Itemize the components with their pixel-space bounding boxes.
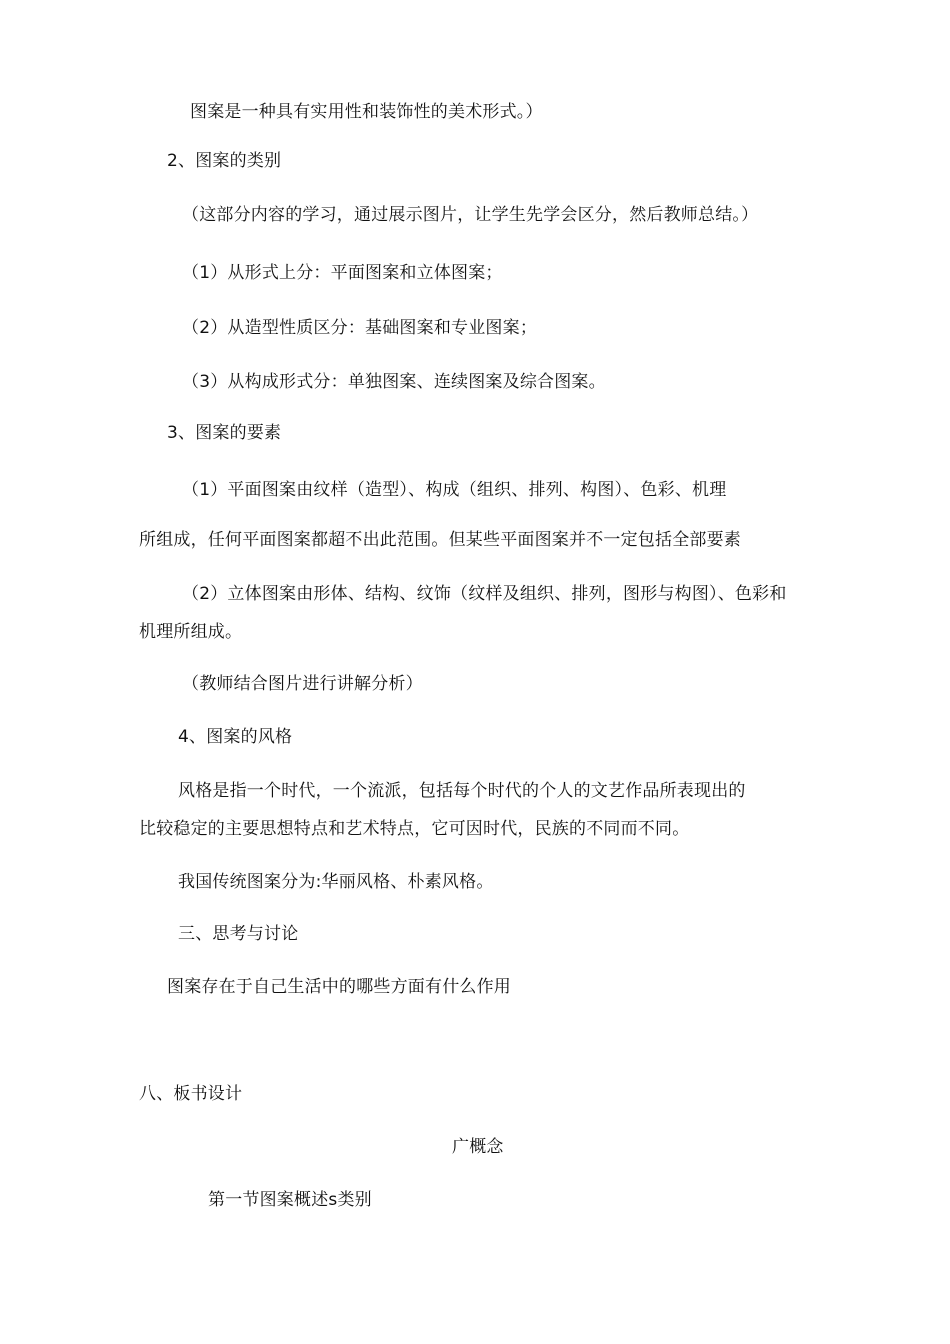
- paragraph-solid-elements: （2）立体图案由形体、结构、纹饰（纹样及组织、排列，图形与构图）、色彩和: [182, 584, 787, 604]
- heading-style: 4、图案的风格: [178, 727, 293, 747]
- paragraph-solid-elements-cont: 机理所组成。: [139, 622, 243, 642]
- paragraph-discussion: 图案存在于自己生活中的哪些方面有什么作用: [167, 977, 511, 997]
- list-item-nature: （2）从造型性质区分：基础图案和专业图案；: [182, 318, 538, 338]
- paragraph-style-cont: 比较稳定的主要思想特点和艺术特点，它可因时代，民族的不同而不同。: [139, 819, 690, 839]
- list-item-form: （1）从形式上分：平面图案和立体图案；: [182, 263, 503, 283]
- paragraph-style: 风格是指一个时代，一个流派，包括每个时代的个人的文艺作品所表现出的: [178, 781, 746, 801]
- paragraph-flat-elements: （1）平面图案由纹样（造型）、构成（组织、排列、构图）、色彩、机理: [182, 480, 727, 500]
- heading-board-design: 八、板书设计: [139, 1084, 243, 1104]
- board-section-title: 第一节图案概述s类别: [208, 1190, 372, 1210]
- heading-categories: 2、图案的类别: [167, 151, 282, 171]
- paragraph-traditional-style: 我国传统图案分为:华丽风格、朴素风格。: [178, 872, 494, 892]
- note-categories: （这部分内容的学习，通过展示图片，让学生先学会区分，然后教师总结。）: [182, 205, 759, 225]
- heading-discussion: 三、思考与讨论: [178, 924, 299, 944]
- note-teacher-analysis: （教师结合图片进行讲解分析）: [182, 674, 423, 694]
- list-item-composition: （3）从构成形式分：单独图案、连续图案及综合图案。: [182, 372, 606, 392]
- paragraph-definition-end: 图案是一种具有实用性和装饰性的美术形式。）: [190, 102, 543, 122]
- board-concept: 广概念: [452, 1137, 504, 1157]
- paragraph-flat-elements-cont: 所组成，任何平面图案都超不出此范围。但某些平面图案并不一定包括全部要素: [139, 530, 741, 550]
- heading-elements: 3、图案的要素: [167, 423, 282, 443]
